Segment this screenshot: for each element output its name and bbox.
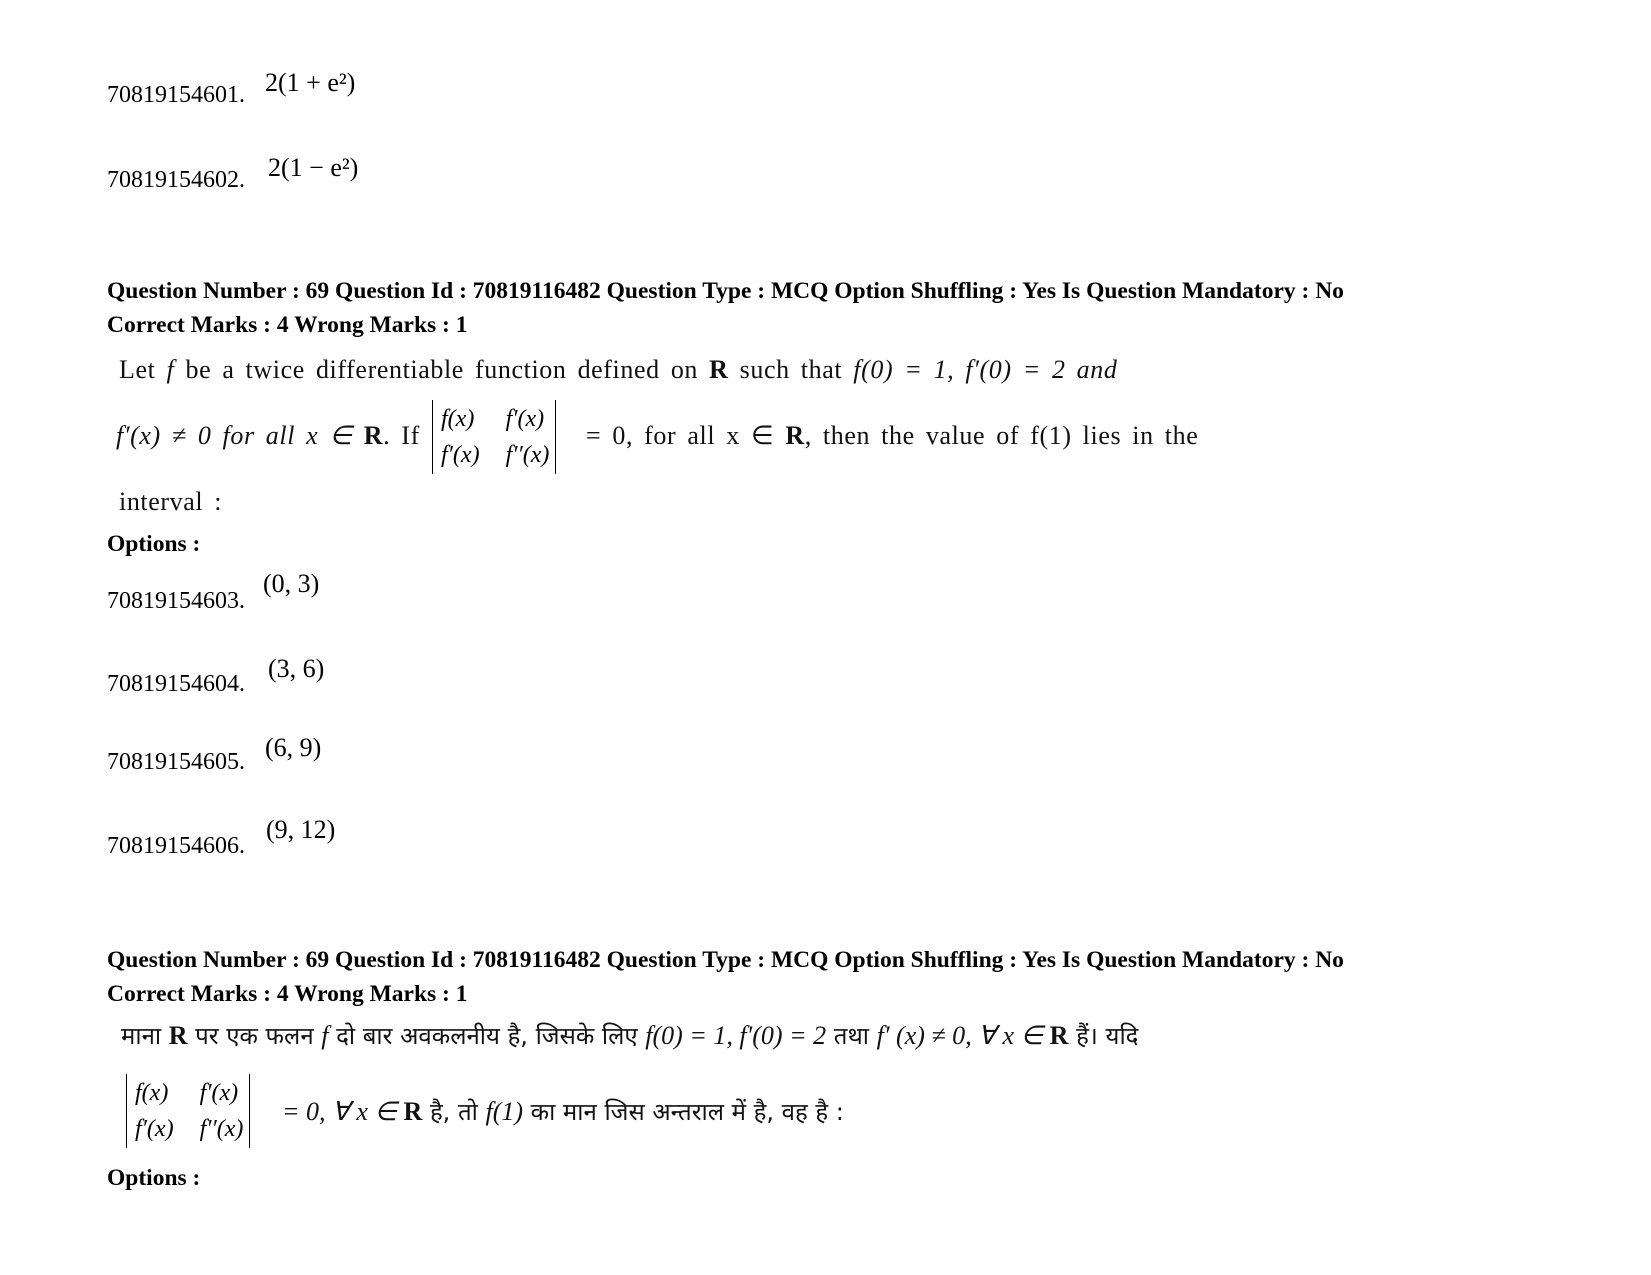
question-marks: Correct Marks : 4 Wrong Marks : 1 xyxy=(107,981,468,1007)
question-header: Question Number : 69 Question Id : 70819116482 Question Type : MCQ Option Shuffling : Yes Is Question Mandatory : No xyxy=(107,278,1344,304)
option-value: 2(1 + e²) xyxy=(265,68,356,97)
option-value: (9, 12) xyxy=(266,815,336,844)
option-value: (3, 6) xyxy=(268,654,325,683)
determinant-matrix: f(x) f′(x) f′(x) f′′(x) xyxy=(126,1074,250,1148)
option-value: 2(1 − e²) xyxy=(268,153,359,182)
options-label: Options : xyxy=(107,531,201,557)
option-id: 70819154606. xyxy=(107,833,245,859)
option-value: (6, 9) xyxy=(265,733,322,762)
question-text-line-2b: = 0, for all x ∈ R, then the value of f(1) lies in the xyxy=(586,421,1199,450)
question-text-line-1: Let f be a twice differentiable function defined on R such that f(0) = 1, f′(0) = 2 and xyxy=(119,355,1118,384)
option-id: 70819154602. xyxy=(107,167,245,193)
question-text-hindi-line-2: = 0, ∀ x ∈ R है, तो f(1) का मान जिस अन्तराल में है, वह है : xyxy=(282,1097,844,1126)
question-text-line-2a: f′(x) ≠ 0 for all x ∈ R. If xyxy=(116,421,420,450)
question-header: Question Number : 69 Question Id : 70819116482 Question Type : MCQ Option Shuffling : Yes Is Question Mandatory : No xyxy=(107,947,1344,973)
question-text-hindi-line-1: माना R पर एक फलन f दो बार अवकलनीय है, जिसके लिए f(0) = 1, f′(0) = 2 तथा f′ (x) ≠ 0, ∀ x ∈ R हैं। यदि xyxy=(121,1021,1139,1050)
option-id: 70819154603. xyxy=(107,588,245,614)
option-value: (0, 3) xyxy=(263,569,320,598)
option-id: 70819154604. xyxy=(107,671,245,697)
question-text-line-3: interval : xyxy=(119,487,223,516)
determinant-matrix: f(x) f′(x) f′(x) f′′(x) xyxy=(432,400,556,474)
option-id: 70819154605. xyxy=(107,749,245,775)
options-label: Options : xyxy=(107,1165,201,1191)
option-id: 70819154601. xyxy=(107,82,245,108)
question-marks: Correct Marks : 4 Wrong Marks : 1 xyxy=(107,312,468,338)
